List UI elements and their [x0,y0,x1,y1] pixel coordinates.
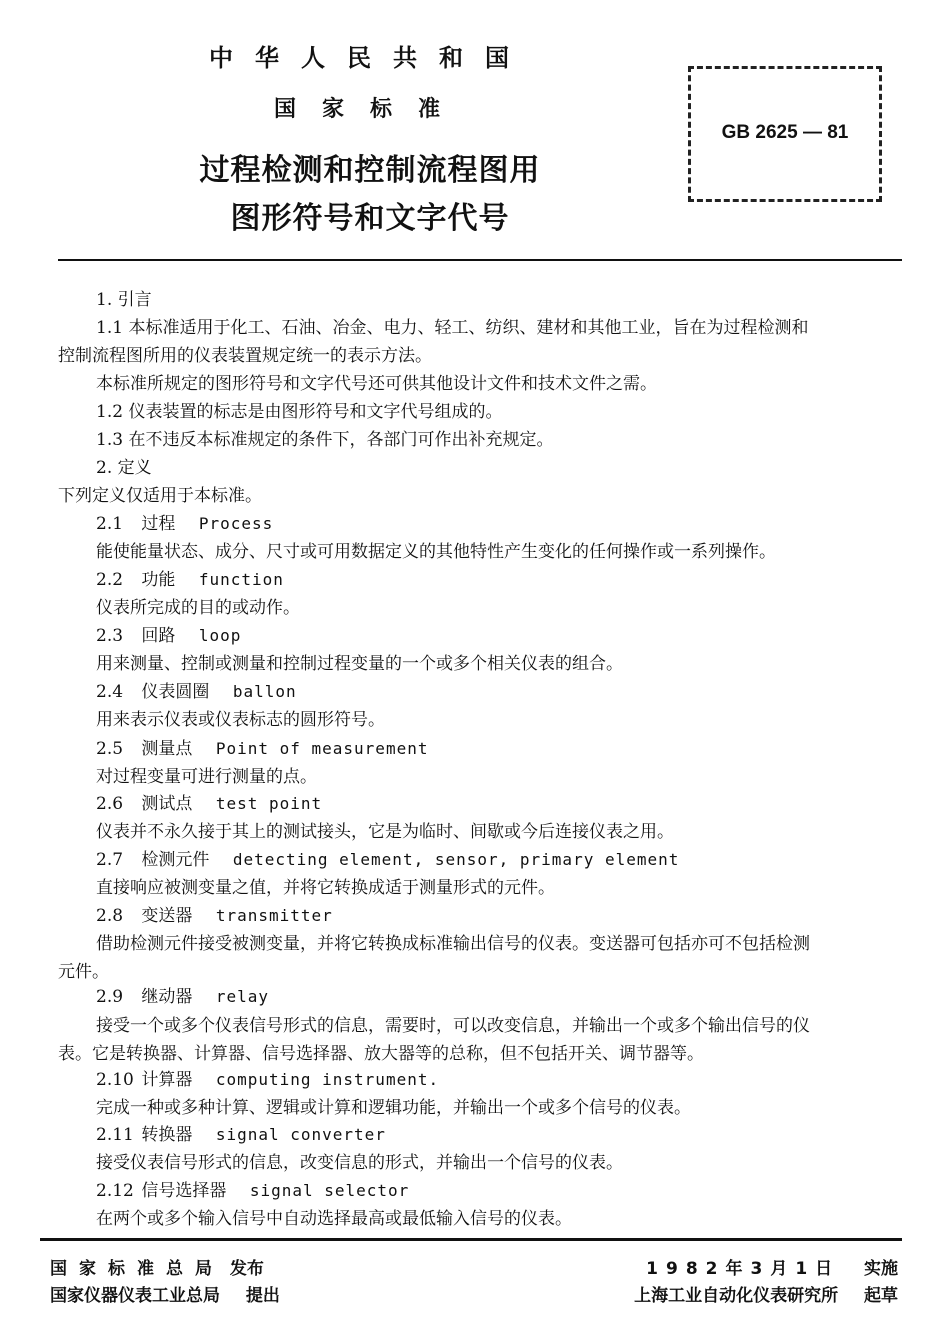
proposer-name: 国家仪器仪表工业总局 [50,1286,220,1306]
definition-term-en: transmitter [215,906,333,925]
definition-term-en: detecting element, sensor, primary element [232,850,680,869]
footer-divider [40,1238,902,1241]
document-title-line2: 图形符号和文字代号 [230,201,510,236]
definition-text-line1: 借助检测元件接受被测变量，并将它转换成标准输出信号的仪表。变送器可包括亦可不包括检测 [96,934,810,954]
definition-term-en: Process [198,514,274,533]
definition-term-en: relay [215,987,269,1006]
definition-term [96,625,241,647]
definition-term-cn: 过程 [141,514,176,534]
definition-term-cn: 仪表圆圈 [141,682,210,702]
definition-text-line2: 元件。 [58,962,109,982]
footer-drafter-line [634,1281,898,1306]
definition-number: 2.12 [96,1181,134,1201]
definition-text: 仪表并不永久接于其上的测试接头，它是为临时、间歇或今后连接仪表之用。 [96,822,674,842]
definition-term-en: signal converter [215,1125,386,1144]
definition-text: 能使能量状态、成分、尺寸或可用数据定义的其他特性产生变化的任何操作或一系列操作。 [96,542,776,562]
definition-term-en: test point [215,794,323,813]
definition-text: 完成一种或多种计算、逻辑或计算和逻辑功能，并输出一个或多个信号的仪表。 [96,1098,691,1118]
definition-term-en: loop [198,626,242,645]
definition-term [96,986,269,1008]
definition-term-cn: 测量点 [141,739,193,759]
definition-term-en: signal selector [249,1181,410,1200]
footer-date-line [646,1254,898,1279]
definition-number: 2.5 [96,739,124,759]
paragraph-1-1-line2: 控制流程图所用的仪表装置规定统一的表示方法。 [58,346,432,366]
definition-text: 用来表示仪表或仪表标志的圆形符号。 [96,710,385,730]
country-name: 中华人民共和国 [209,44,531,72]
definition-term-cn: 功能 [141,570,176,590]
definition-term-en: ballon [232,682,297,701]
definition-term-cn: 检测元件 [141,850,210,870]
definition-text: 用来测量、控制或测量和控制过程变量的一个或多个相关仪表的组合。 [96,654,623,674]
definition-text-line1: 接受一个或多个仪表信号形式的信息，需要时，可以改变信息，并输出一个或多个输出信号的仪 [96,1016,810,1036]
footer-proposer-line [50,1281,280,1306]
paragraph-1-3: 1.3 在不违反本标准规定的条件下，各部门可作出补充规定。 [96,430,554,450]
footer-issuer-line [50,1254,264,1279]
definition-term [96,793,322,815]
definition-number: 2.2 [96,570,124,590]
definition-number: 2.4 [96,682,124,702]
definition-term [96,738,428,760]
national-standard-label: 国家标准 [273,97,466,122]
section-2-intro: 下列定义仅适用于本标准。 [58,486,262,506]
definition-term [96,849,679,871]
definition-term-cn: 回路 [141,626,176,646]
definition-text: 对过程变量可进行测量的点。 [96,767,317,787]
definition-term-en: function [198,570,284,589]
definition-number: 2.3 [96,626,124,646]
effective-label: 实施 [864,1259,898,1279]
issuer-name: 国家标准总局 [50,1259,224,1279]
definition-number: 2.1 [96,514,124,534]
issued-label: 发布 [229,1259,264,1279]
definition-term-cn: 转换器 [141,1125,193,1145]
definition-term-cn: 测试点 [141,794,193,814]
definition-term [96,569,284,591]
section-1-heading: 1. 引言 [96,290,152,310]
definition-term-en: Point of measurement [215,739,429,758]
definition-term [96,1180,409,1202]
definition-term [96,1069,439,1091]
drafter-name: 上海工业自动化仪表研究所 [634,1286,839,1306]
definition-number: 2.10 [96,1070,134,1090]
definition-number: 2.9 [96,987,124,1007]
definition-term [96,513,273,535]
definition-text: 仪表所完成的目的或动作。 [96,598,300,618]
header-divider [58,259,902,261]
definition-text: 在两个或多个输入信号中自动选择最高或最低输入信号的仪表。 [96,1209,572,1229]
document-title-line1: 过程检测和控制流程图用 [199,153,541,188]
proposed-label: 提出 [245,1286,280,1306]
standard-code: GB 2625 — 81 [721,122,849,143]
paragraph-1-2: 1.2 仪表装置的标志是由图形符号和文字代号组成的。 [96,402,503,422]
definition-term [96,905,333,927]
definition-number: 2.7 [96,850,124,870]
definition-term-cn: 计算器 [141,1070,193,1090]
paragraph-1-1-line1: 1.1 本标准适用于化工、石油、冶金、电力、轻工、纺织、建材和其他工业，旨在为过程检测和 [96,318,809,338]
definition-text-line2: 表。它是转换器、计算器、信号选择器、放大器等的总称，但不包括开关、调节器等。 [58,1044,704,1064]
definition-term-en: computing instrument. [215,1070,440,1089]
definition-text: 直接响应被测变量之值，并将它转换成适于测量形式的元件。 [96,878,555,898]
definition-term-cn: 信号选择器 [141,1181,227,1201]
definition-term-cn: 变送器 [141,906,193,926]
paragraph-1-1b: 本标准所规定的图形符号和文字代号还可供其他设计文件和技术文件之需。 [96,374,657,394]
definition-term [96,681,297,703]
drafted-label: 起草 [864,1286,898,1306]
definition-number: 2.11 [96,1125,134,1145]
definition-term [96,1124,386,1146]
definition-term-cn: 继动器 [141,987,193,1007]
definition-number: 2.8 [96,906,124,926]
effective-date: 1982年3月1日 [646,1259,841,1279]
definition-text: 接受仪表信号形式的信息，改变信息的形式，并输出一个信号的仪表。 [96,1153,623,1173]
section-2-heading: 2. 定义 [96,458,152,478]
definition-number: 2.6 [96,794,124,814]
